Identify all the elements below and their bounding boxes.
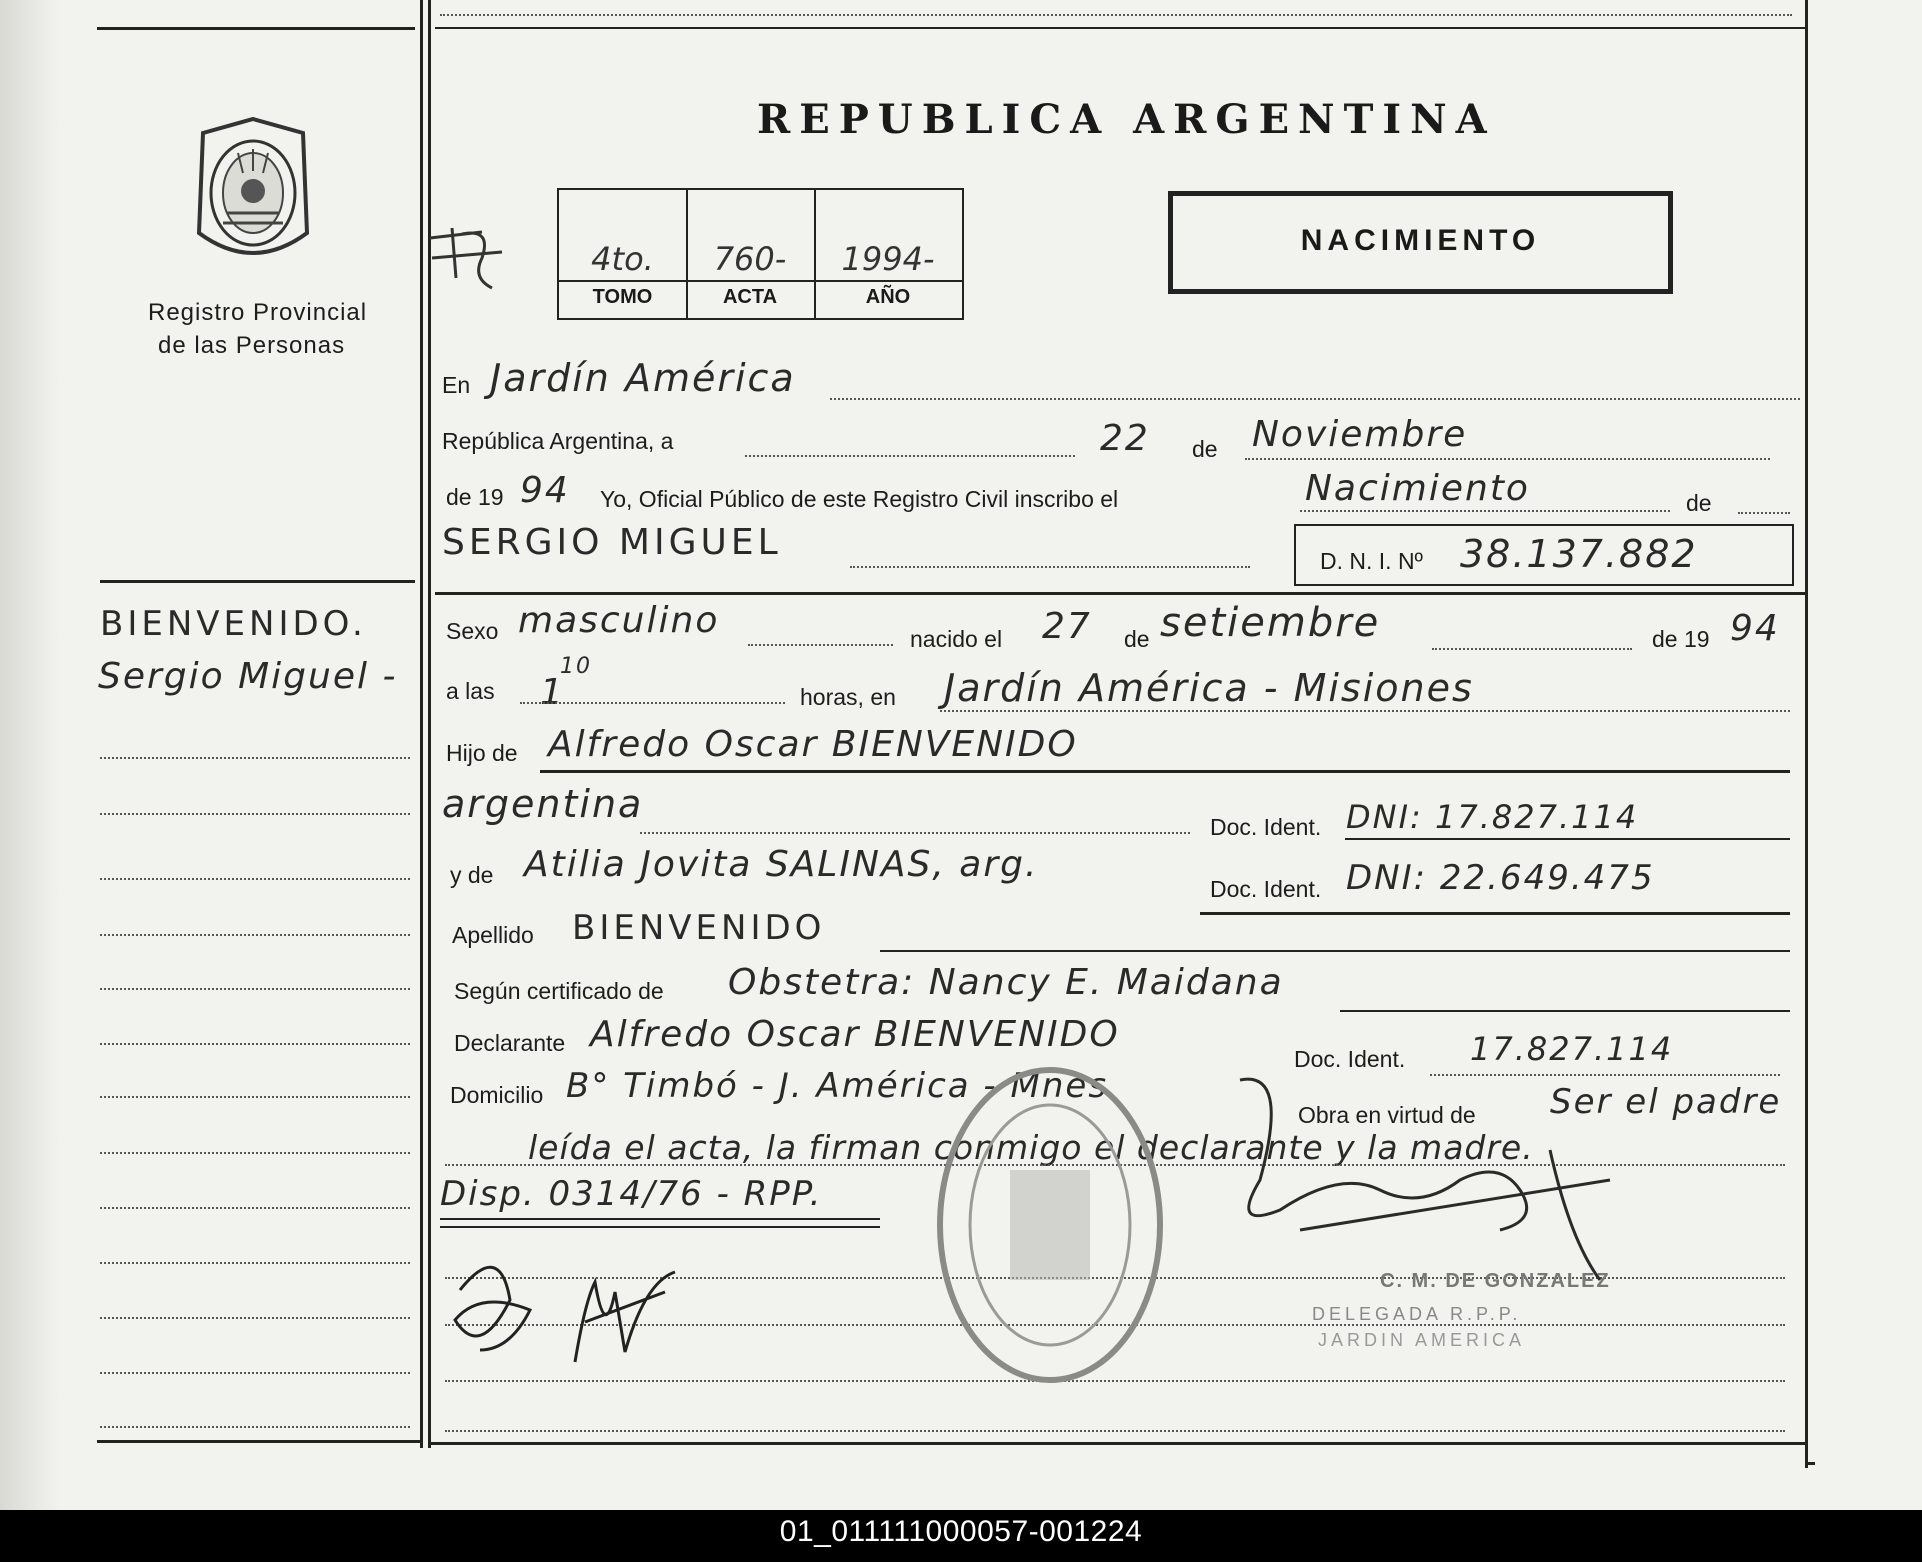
sex-value: masculino: [518, 600, 720, 641]
birth-hour-superscript: 10: [560, 654, 592, 679]
given-names-value: SERGIO MIGUEL: [442, 522, 782, 563]
birth-month-value: setiembre: [1160, 600, 1381, 646]
disposition-underline-1: [440, 1218, 880, 1220]
blank-line: [445, 1430, 1785, 1432]
margin-dotline: [100, 1372, 410, 1374]
label-a-las: a las: [446, 678, 495, 704]
birth-place-line: [940, 710, 1790, 712]
margin-dotline: [100, 1262, 410, 1264]
birth-hour-value: 1: [540, 672, 565, 713]
birth-place-value: Jardín América - Misiones: [944, 666, 1474, 710]
signature-left-1-icon: [440, 1250, 550, 1370]
bottom-rule-right: [1805, 1462, 1815, 1465]
mother-doc-value: DNI: 22.649.475: [1346, 858, 1655, 898]
margin-dotline: [100, 878, 410, 880]
margin-dotline: [100, 988, 410, 990]
disposition-note: Disp. 0314/76 - RPP.: [440, 1174, 823, 1214]
act-type-value: Nacimiento: [1305, 468, 1530, 509]
birth-month-line: [1432, 648, 1632, 650]
registry-number-box: [557, 188, 964, 320]
margin-dotline: [100, 813, 410, 815]
father-line: [540, 770, 1790, 773]
label-de-end: de: [1686, 490, 1712, 516]
registrar-initials-icon: [422, 218, 517, 298]
right-border: [1805, 0, 1808, 1468]
top-rule-left: [97, 27, 415, 30]
country-title: REPUBLICA ARGENTINA: [757, 96, 1496, 143]
margin-divider: [100, 580, 415, 583]
reading-note: leída el acta, la firman conmigo el declarante y la madre.: [528, 1128, 1534, 1167]
margin-dotline: [100, 757, 410, 759]
label-de19: de 19: [446, 484, 504, 510]
republica-line: [745, 455, 1075, 457]
registry-line2: de las Personas: [158, 332, 346, 359]
birth-day-value: 27: [1042, 606, 1092, 647]
birth-year-value: 94: [1730, 608, 1780, 649]
margin-dotline: [100, 1043, 410, 1045]
footer-identifier: 01_011111000057-001224: [779, 1515, 1143, 1548]
declarant-name-value: Alfredo Oscar BIENVENIDO: [590, 1014, 1120, 1055]
bottom-rule-main: [431, 1442, 1805, 1445]
label-dni: D. N. I. Nº: [1320, 548, 1423, 574]
mother-doc-line: [1200, 912, 1790, 915]
month-line: [1245, 458, 1770, 460]
label-doc-ident-3: Doc. Ident.: [1294, 1046, 1406, 1072]
label-declarante: Declarante: [454, 1030, 566, 1056]
margin-dotline: [100, 1207, 410, 1209]
acta-label: ACTA: [722, 286, 778, 308]
label-obra: Obra en virtud de: [1298, 1102, 1476, 1128]
disposition-underline-2: [440, 1226, 880, 1228]
surname-line: [880, 950, 1790, 952]
tomo-value: 4to.: [591, 240, 654, 278]
margin-surname: BIENVENIDO.: [100, 604, 367, 644]
margin-dotline: [100, 1317, 410, 1319]
father-name-value: Alfredo Oscar BIENVENIDO: [548, 724, 1078, 765]
top-rule-main: [435, 27, 1805, 29]
bottom-rule-left: [97, 1440, 420, 1443]
acta-value: 760-: [713, 240, 787, 278]
label-nacido-el: nacido el: [910, 626, 1003, 652]
father-doc-value: DNI: 17.827.114: [1346, 798, 1639, 836]
sex-line: [748, 644, 893, 646]
ano-label: AÑO: [865, 286, 911, 308]
label-horas-en: horas, en: [800, 684, 896, 710]
father-nationality-value: argentina: [442, 782, 644, 826]
label-y-de: y de: [450, 862, 494, 888]
document-type-box: [1168, 191, 1673, 294]
official-round-stamp-icon: [930, 1060, 1170, 1390]
margin-dotline: [100, 1426, 410, 1428]
surname-value: BIENVENIDO: [572, 908, 826, 948]
label-yo-oficial: Yo, Oficial Público de este Registro Civil inscribo el: [600, 486, 1119, 512]
label-doc-ident-1: Doc. Ident.: [1210, 814, 1322, 840]
declarant-doc-value: 17.827.114: [1470, 1030, 1674, 1068]
official-signature-icon: [1200, 1060, 1620, 1290]
name-line: [850, 566, 1250, 568]
registry-line1: Registro Provincial: [148, 299, 368, 326]
margin-dotline: [100, 934, 410, 936]
en-line: [830, 398, 1800, 400]
label-domicilio: Domicilio: [450, 1082, 544, 1108]
label-doc-ident-2: Doc. Ident.: [1210, 876, 1322, 902]
misiones-seal-icon: [183, 113, 323, 273]
acta-cell: [686, 190, 816, 318]
year-value: 94: [520, 470, 570, 511]
certificate-value: Obstetra: Nancy E. Maidana: [728, 962, 1284, 1003]
father-doc-line: [1345, 838, 1790, 840]
margin-dotline: [100, 1152, 410, 1154]
label-de-mid: de: [1124, 626, 1150, 652]
act-type-line: [1300, 510, 1670, 512]
address-value: B° Timbó - J. América - Mnes: [566, 1066, 1109, 1106]
month-value: Noviembre: [1252, 414, 1468, 455]
basis-value: Ser el padre: [1550, 1082, 1782, 1122]
nationality-line: [640, 832, 1190, 834]
mother-name-value: Atilia Jovita SALINAS, arg.: [524, 844, 1039, 885]
label-segun: Según certificado de: [454, 978, 664, 1004]
signature-left-2-icon: [555, 1262, 685, 1372]
delegacion-stamp: JARDIN AMERICA: [1318, 1330, 1526, 1350]
tomo-cell: [559, 190, 688, 318]
day-value: 22: [1100, 418, 1150, 459]
label-de19b: de 19: [1652, 626, 1710, 652]
margin-dotline: [100, 1096, 410, 1098]
de-end-line: [1738, 512, 1790, 514]
label-apellido: Apellido: [452, 922, 534, 948]
label-hijo-de: Hijo de: [446, 740, 518, 766]
ano-value: 1994-: [841, 240, 935, 278]
top-dots-main: [440, 14, 1792, 16]
tomo-label: TOMO: [592, 286, 653, 308]
place-value: Jardín América: [490, 356, 796, 400]
label-sexo: Sexo: [446, 618, 499, 644]
section-divider: [435, 592, 1805, 595]
certificate-line: [1340, 1010, 1790, 1012]
margin-given-names: Sergio Miguel -: [98, 656, 398, 697]
label-en: En: [442, 372, 471, 398]
label-republica: República Argentina, a: [442, 428, 674, 454]
ano-cell: [814, 190, 962, 318]
label-de: de: [1192, 436, 1218, 462]
official-name-stamp: C. M. DE GONZALEZ: [1380, 1270, 1611, 1292]
delegada-stamp: DELEGADA R.P.P.: [1312, 1304, 1522, 1324]
dni-value: 38.137.882: [1460, 532, 1698, 576]
hour-line: [520, 702, 785, 704]
document-type: NACIMIENTO: [1300, 224, 1541, 257]
